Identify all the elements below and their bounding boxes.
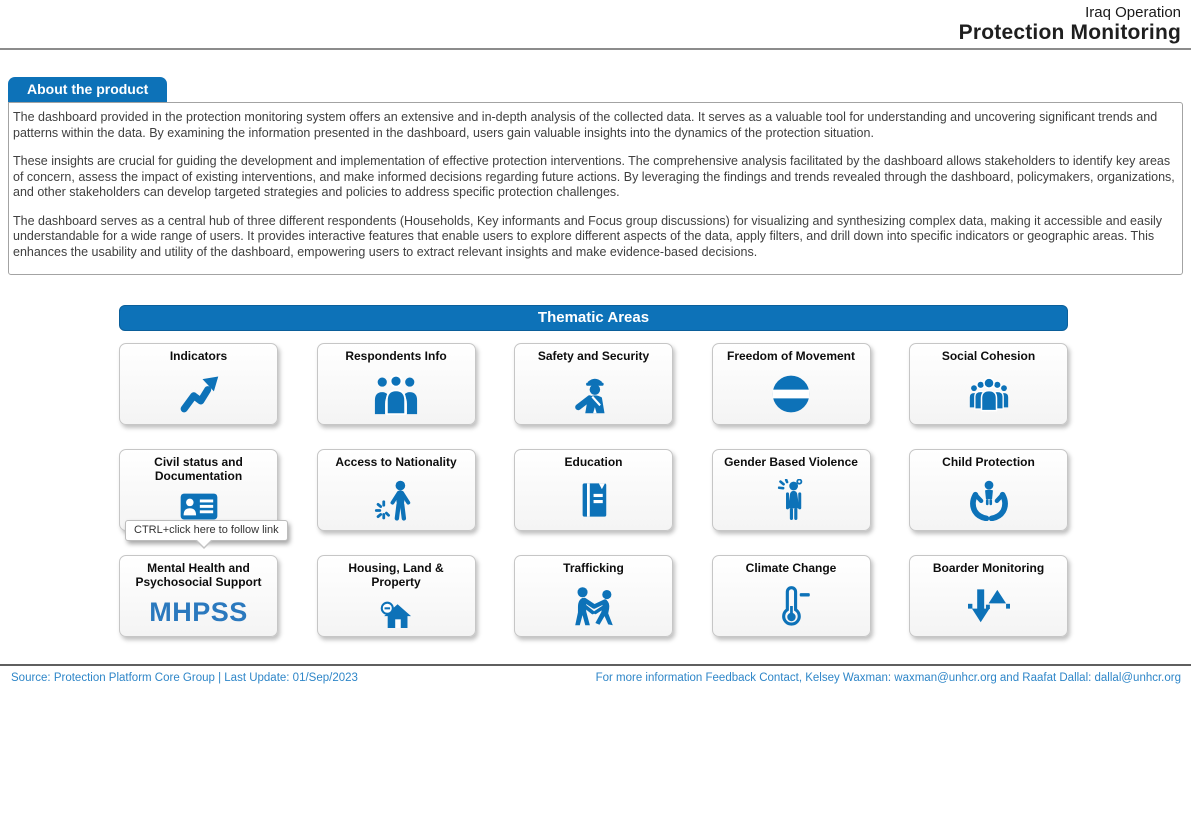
trafficking-figures-icon (515, 575, 672, 636)
thematic-areas-banner: Thematic Areas (119, 305, 1068, 331)
person-burst-icon (318, 469, 475, 530)
about-text-box (8, 102, 1183, 275)
tile-label: Indicators (169, 349, 228, 363)
footer-source: Source: Protection Platform Core Group | Last Update: 01/Sep/2023 (11, 672, 358, 684)
tile-label: Trafficking (563, 561, 624, 575)
tile-mental-health-psychosocial-support[interactable] (119, 555, 278, 637)
tile-housing-land-property[interactable] (317, 555, 476, 637)
page-title: Protection Monitoring (958, 21, 1181, 44)
book-icon (515, 469, 672, 530)
tile-label: Civil status and Documentation (154, 455, 243, 483)
tile-freedom-of-movement[interactable] (712, 343, 871, 425)
footer-contact[interactable]: For more information Feedback Contact, Kelsey Waxman: waxman@unhcr.org and Raafat Dallal: dallal@unhcr.org (595, 672, 1181, 684)
hands-child-icon (910, 469, 1067, 530)
header-divider (0, 48, 1191, 50)
thematic-areas-section (119, 305, 1068, 637)
trending-up-icon (120, 363, 277, 424)
mhpss-text (120, 589, 277, 636)
mhpss-acronym: MHPSS (149, 597, 248, 627)
about-paragraph-3: The dashboard serves as a central hub of three different respondents (Households, Key informants and Focus group discussions) for visualizing and synthesizing complex data, making it accessible and easily understandable for a wide range of users. It provides interactive features that enable users to explore different aspects of the data, apply filters, and drill down into specific indicators or geographic areas. This enhances the usability and utility of the dashboard, empowering users to extract relevant insights and make evidence-based decisions. (13, 213, 1163, 259)
about-paragraph-2: These insights are crucial for guiding the development and implementation of effective protection interventions. The comprehensive analysis facilitated by the dashboard allows stakeholders to identify key areas of concern, assess the impact of existing interventions, and make informed decisions regarding future actions. By leveraging the findings and trends revealed through the dashboard, policymakers, organizations, and other stakeholders can develop targeted strategies and policies to address specific protection challenges. (13, 154, 1175, 199)
people-group-icon (318, 363, 475, 424)
tile-label: Safety and Security (537, 349, 650, 363)
tile-safety-and-security[interactable] (514, 343, 673, 425)
tile-civil-status-and-documentation[interactable] (119, 449, 279, 536)
tile-education[interactable] (514, 449, 673, 531)
tile-label: Freedom of Movement (726, 349, 855, 363)
thematic-tiles-grid (119, 343, 1068, 637)
about-section (8, 77, 1183, 275)
tile-access-to-nationality[interactable] (317, 449, 476, 531)
no-entry-icon (713, 363, 870, 424)
thermometer-icon (713, 575, 870, 636)
tile-label: Education (564, 455, 623, 469)
tile-label: Respondents Info (345, 349, 447, 363)
follow-link-tooltip: CTRL+click here to follow link (125, 520, 288, 541)
about-the-product-tab[interactable]: About the product (8, 77, 167, 102)
page-footer (0, 666, 1191, 684)
tile-social-cohesion[interactable] (909, 343, 1068, 425)
tile-label: Mental Health and Psychosocial Support (135, 561, 262, 589)
tile-child-protection[interactable] (909, 449, 1068, 531)
tile-label: Access to Nationality (335, 455, 457, 469)
tile-trafficking[interactable] (514, 555, 673, 637)
security-guard-icon (515, 363, 672, 424)
tile-gender-based-violence[interactable] (712, 449, 871, 531)
tile-label: Gender Based Violence (724, 455, 858, 469)
person-impact-icon (713, 469, 870, 530)
tile-climate-change[interactable] (712, 555, 871, 637)
about-paragraph-1: The dashboard provided in the protection monitoring system offers an extensive and in-depth analysis of the collected data. It serves as a valuable tool for understanding and uncovering significant trends and patterns within the data. By examining the information presented in the dashboard, users gain valuable insights into the dynamics of the protection situation. (13, 110, 1158, 140)
up-down-arrows-icon (910, 575, 1067, 636)
tile-label: Boarder Monitoring (932, 561, 1045, 575)
tile-label: Housing, Land & Property (348, 561, 444, 589)
tile-label: Climate Change (745, 561, 837, 575)
operation-label: Iraq Operation (1085, 4, 1181, 21)
house-minus-icon (318, 589, 475, 636)
tile-boarder-monitoring[interactable] (909, 555, 1068, 637)
tile-label: Child Protection (942, 455, 1035, 469)
tile-respondents-info[interactable] (317, 343, 476, 425)
crowd-icon (910, 363, 1067, 424)
tile-indicators[interactable] (119, 343, 278, 425)
tile-label: Social Cohesion (941, 349, 1036, 363)
page-header (0, 0, 1191, 44)
